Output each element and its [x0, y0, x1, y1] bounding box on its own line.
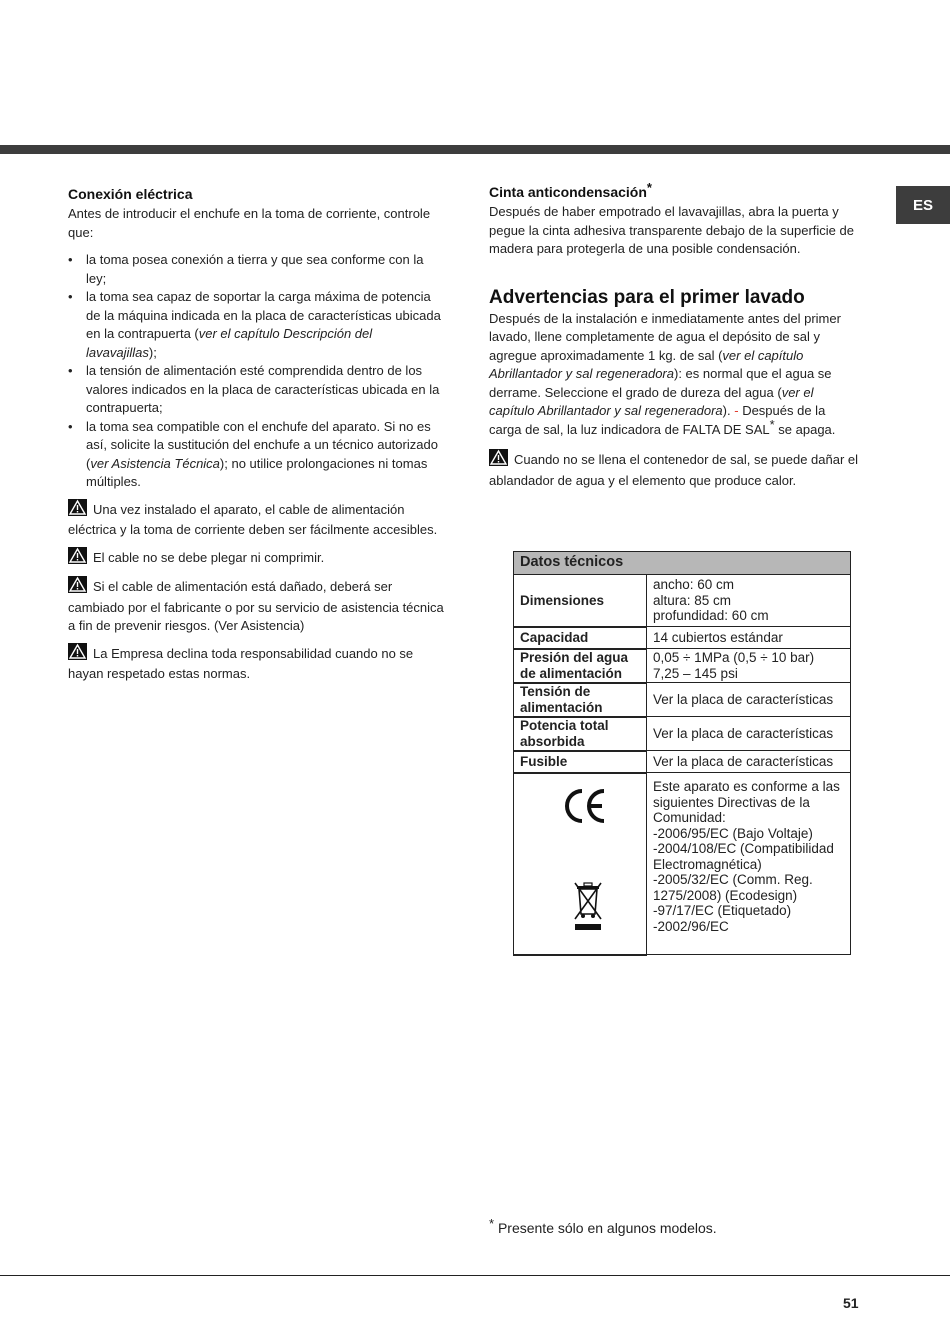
page-number: 51 — [843, 1295, 859, 1311]
table-row — [514, 773, 851, 955]
section-title-cinta: Cinta anticondensación* — [489, 180, 652, 200]
left-column — [68, 184, 445, 684]
warning-paragraph: Cuando no se llena el contenedor de sal, se puede dañar el ablandador de agua y el elemento que produce calor. — [489, 449, 861, 490]
list-item: • la toma posea conexión a tierra y que sea conforme con la ley; — [68, 251, 445, 288]
warning-paragraph: El cable no se debe plegar ni comprimir. — [68, 547, 445, 570]
table-value: Ver la placa de características — [647, 751, 851, 773]
conformity-text: Este aparato es conforme a las siguientes Directivas de la Comunidad: -2006/95/EC (Bajo Voltaje) -2004/108/EC (Compatibilidad Electromagnética) -2005/32/EC (Comm. Reg. 1275/2008) (Ecodesign) -97/17/EC (Etiquetado) -2002/96/EC — [647, 773, 851, 955]
table-label: Capacidad — [514, 627, 647, 649]
advertencias-text: Después de la instalación e inmediatamente antes del primer lavado, llene completamente de agua el depósito de sal y agregue aproximadamente 1 kg. de sal (ver el capítulo Abrillantador y sal regeneradora): es normal que el agua se derrame. Seleccione el grado de dureza del agua (ver el capítulo Abrillantador y sal regeneradora). - Después de la carga de sal, la luz indicadora de FALTA DE SAL* se apaga. — [489, 310, 841, 437]
warning-paragraph: La Empresa declina toda responsabilidad cuando no se hayan respetado estas normas. — [68, 643, 445, 684]
table-header-row — [514, 552, 851, 575]
conexion-intro: Antes de introducir el enchufe en la toma de corriente, controle que: — [68, 206, 431, 240]
section-title-conexion: Conexión eléctrica — [68, 186, 193, 202]
warning-triangle-icon — [68, 547, 87, 570]
warning-paragraph: Una vez instalado el aparato, el cable de alimentación eléctrica y la toma de corriente deben ser fácilmente accesibles. — [68, 499, 445, 540]
right-column — [489, 182, 861, 490]
table-row — [514, 575, 851, 627]
list-item: • la toma sea capaz de soportar la carga máxima de potencia de la máquina indicada en la placa de características ubicada en la contrapuerta (ver el capítulo Descripción del lavavajillas); — [68, 288, 445, 362]
list-item: • la tensión de alimentación esté comprendida dentro de los valores indicados en la placa de características ubicada en la contrapuerta; — [68, 362, 445, 418]
cinta-text: Después de haber empotrado el lavavajillas, abra la puerta y pegue la cinta adhesiva transparente debajo de la superficie de madera para protegerla de una posible condensación. — [489, 204, 854, 256]
table-row — [514, 649, 851, 683]
list-item: • la toma sea compatible con el enchufe del aparato. Si no es así, solicite la sustitución del enchufe a un técnico autorizado (ver Asistencia Técnica); no utilice prolongaciones ni tomas múltiples. — [68, 418, 445, 492]
table-value: Ver la placa de características — [647, 717, 851, 751]
table-label: Potencia total absorbida — [514, 717, 647, 751]
table-row — [514, 751, 851, 773]
warning-triangle-icon — [68, 499, 87, 522]
table-row — [514, 627, 851, 649]
footnote: * Presente sólo en algunos modelos. — [489, 1216, 717, 1236]
table-value: 0,05 ÷ 1MPa (0,5 ÷ 10 bar) 7,25 – 145 psi — [647, 649, 851, 683]
tech-data-table — [513, 551, 851, 956]
warning-paragraph: Si el cable de alimentación está dañado, deberá ser cambiado por el fabricante o por su servicio de asistencia técnica a fin de prevenir riesgos. (Ver Asistencia) — [68, 576, 445, 636]
section-title-advertencias: Advertencias para el primer lavado — [489, 286, 805, 308]
table-value: 14 cubiertos estándar — [647, 627, 851, 649]
table-row — [514, 683, 851, 717]
symbols-cell — [514, 773, 647, 955]
language-tab: ES — [896, 186, 950, 224]
table-title: Datos técnicos — [514, 552, 851, 575]
table-label: Fusible — [514, 751, 647, 773]
bottom-rule — [0, 1275, 950, 1276]
table-label: Tensión de alimentación — [514, 683, 647, 717]
table-row — [514, 717, 851, 751]
table-label: Presión del agua de alimentación — [514, 649, 647, 683]
table-label: Dimensiones — [514, 575, 647, 627]
conexion-list — [68, 251, 445, 492]
warning-triangle-icon — [68, 576, 87, 599]
top-bar — [0, 145, 950, 154]
crossed-out-wheelie-bin-icon — [572, 880, 604, 932]
warning-triangle-icon — [489, 449, 508, 472]
warning-triangle-icon — [68, 643, 87, 666]
ce-mark-icon — [562, 788, 608, 824]
table-value: ancho: 60 cm altura: 85 cm profundidad: 60 cm — [647, 575, 851, 627]
table-value: Ver la placa de características — [647, 683, 851, 717]
